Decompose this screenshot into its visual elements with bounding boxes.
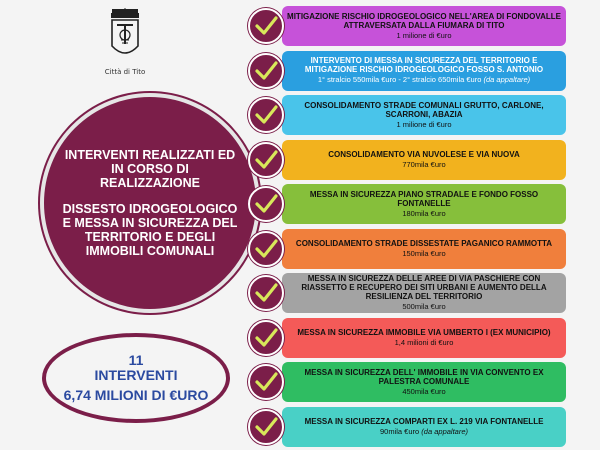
intervention-amount-value: 500mila €uro xyxy=(402,302,446,311)
check-icon xyxy=(248,53,284,89)
intervention-title: CONSOLIDAMENTO VIA NUVOLESE E VIA NUOVA xyxy=(328,149,520,159)
intervention-amount-value: 770mila €uro xyxy=(402,159,446,169)
intervention-item xyxy=(248,318,566,358)
intervention-item xyxy=(248,6,566,46)
intervention-amount xyxy=(402,387,445,397)
check-icon xyxy=(248,8,284,44)
intervention-title: CONSOLIDAMENTO STRADE COMUNALI GRUTTO, CARLONE, SCARRONI, ABAZIA xyxy=(304,100,544,119)
intervention-bar xyxy=(282,95,566,135)
intervention-bar xyxy=(282,229,566,269)
totals-count: 11 xyxy=(128,352,144,368)
intervention-amount-value: 180mila €uro xyxy=(402,208,446,218)
intervention-bar xyxy=(282,273,566,313)
summary-subheading: DISSESTO IDROGEOLOGICO E MESSA IN SICUREZZA DEL TERRITORIO E DEGLI IMMOBILI COMUNALI xyxy=(62,202,238,258)
intervention-bar xyxy=(282,51,566,91)
city-name: Città di Tito xyxy=(104,68,146,76)
intervention-bar xyxy=(282,6,566,46)
intervention-item xyxy=(248,95,566,135)
check-icon xyxy=(248,275,284,311)
intervention-bar xyxy=(282,318,566,358)
intervention-title: CONSOLIDAMENTO STRADE DISSESTATE PAGANICO RAMMOTTA xyxy=(295,238,553,248)
intervention-item xyxy=(248,51,566,91)
intervention-amount xyxy=(395,338,454,348)
intervention-bar xyxy=(282,362,566,402)
totals-oval xyxy=(42,333,230,423)
intervention-amount-value: 1° stralcio 550mila €uro - 2° stralcio 650mila €uro xyxy=(317,75,482,84)
intervention-item xyxy=(248,229,566,269)
intervention-amount xyxy=(396,31,451,41)
intervention-title: MESSA IN SICUREZZA COMPARTI EX L. 219 VIA FONTANELLE xyxy=(304,416,544,426)
intervention-title: MITIGAZIONE RISCHIO IDROGEOLOGICO NELL'AREA DI FONDOVALLE ATTRAVERSATA DALLA FIUMARA DI TITO xyxy=(287,11,561,30)
intervention-bar xyxy=(282,407,566,447)
check-icon xyxy=(248,409,284,445)
intervention-title: MESSA IN SICUREZZA DELL' IMMOBILE IN VIA CONVENTO EX PALESTRA COMUNALE xyxy=(304,367,544,386)
intervention-amount xyxy=(402,302,445,312)
intervention-item xyxy=(248,184,566,224)
intervention-amount-value: 90mila €uro xyxy=(380,426,420,436)
intervention-note: (da appaltare) xyxy=(421,426,468,436)
intervention-bar xyxy=(282,184,566,224)
intervention-item xyxy=(248,407,566,447)
totals-count-label: INTERVENTI xyxy=(94,367,178,383)
intervention-title: MESSA IN SICUREZZA IMMOBILE VIA UMBERTO I (EX MUNICIPIO) xyxy=(297,327,551,337)
totals-amount: 6,74 MILIONI DI €URO xyxy=(63,387,209,403)
intervention-amount-value: 1 milione di €uro xyxy=(396,119,452,129)
intervention-item xyxy=(248,140,566,180)
intervention-item xyxy=(248,273,566,313)
interventions-list xyxy=(248,6,566,450)
intervention-amount xyxy=(402,209,445,219)
intervention-title: MESSA IN SICUREZZA DELLE AREE DI VIA PASCHIERE CON RIASSETTO E RECUPERO DEI SITI URBANI E AUMENTO DELLA RESILIENZA DEL TERRITORIO xyxy=(301,274,547,301)
check-icon xyxy=(248,186,284,222)
intervention-title: INTERVENTO DI MESSA IN SICUREZZA DEL TERRITORIO E MITIGAZIONE RISCHIO IDROGEOLOGICO FOSSO S. ANTONIO xyxy=(304,56,544,74)
city-crest xyxy=(100,8,150,86)
summary-circle xyxy=(40,93,260,313)
intervention-amount-value: 1 milione di €uro xyxy=(396,30,452,40)
intervention-title: MESSA IN SICUREZZA PIANO STRADALE E FONDO FOSSO FONTANELLE xyxy=(309,189,539,208)
crest-icon xyxy=(108,8,142,66)
intervention-amount-value: 1,4 milioni di €uro xyxy=(394,337,454,347)
intervention-amount xyxy=(396,120,451,130)
intervention-amount xyxy=(402,249,445,259)
intervention-bar xyxy=(282,140,566,180)
intervention-amount-value: 450mila €uro xyxy=(402,386,446,396)
check-icon xyxy=(248,97,284,133)
check-icon xyxy=(248,231,284,267)
intervention-note: (da appaltare) xyxy=(483,75,531,84)
intervention-item xyxy=(248,362,566,402)
check-icon xyxy=(248,364,284,400)
check-icon xyxy=(248,320,284,356)
check-icon xyxy=(248,142,284,178)
summary-heading: INTERVENTI REALIZZATI ED IN CORSO DI REALIZZAZIONE xyxy=(64,148,236,190)
intervention-amount-value: 150mila €uro xyxy=(402,248,446,258)
intervention-amount xyxy=(318,75,530,85)
intervention-amount xyxy=(380,427,468,437)
intervention-amount xyxy=(402,160,445,170)
